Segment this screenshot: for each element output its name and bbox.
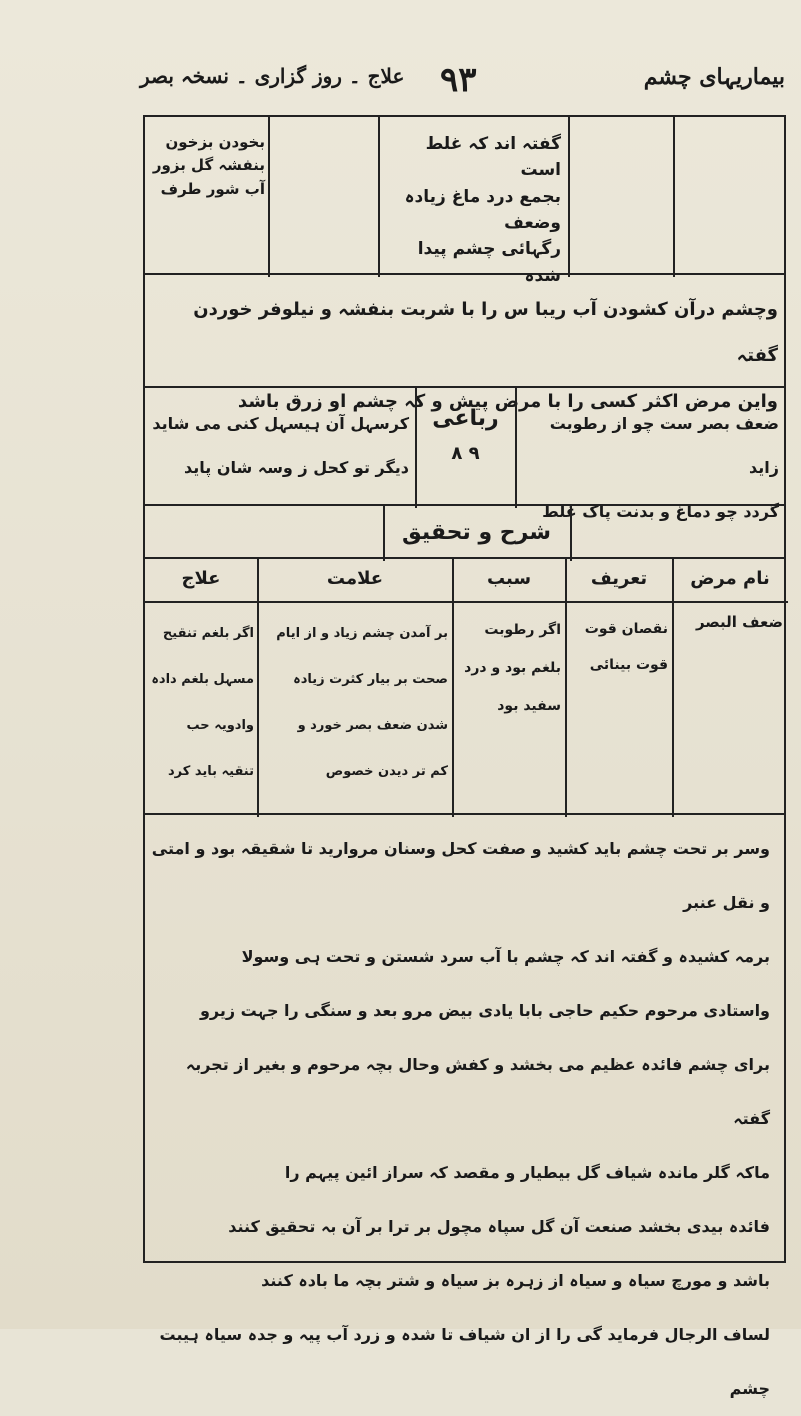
text-line: صحت بر بیار کثرت زیادہ	[293, 672, 448, 687]
prose-line: لساف الرجال فرماید گی را از ان شیاف تا شدہ و زرد آب پیہ و جدہ سیاہ ہیبت چشم	[159, 1325, 770, 1398]
prose-line: وسر بر تحت چشم باید کشید و صفت کحل وسنان مروارید تا شقیقہ بود و امتی و نقل عنبر	[151, 839, 770, 912]
quatrain-left-half	[151, 402, 409, 490]
verse-line: ضعف بصر ست چو از رطوبت زاید	[549, 414, 779, 477]
prose-line: برمہ کشیدہ و گفتہ اند کہ چشم با آب سرد شستن و تحت ہی وسولا	[241, 947, 770, 966]
text-line: بلغم بود و درد	[464, 660, 561, 676]
header-disease-name: نام مرض	[690, 568, 770, 589]
prose-line: واستادی مرحوم حکیم حاجی بابا یادی بیض مرو بعد و سنگی را جہت زیرو	[199, 1001, 770, 1020]
text-line: اگر رطوبت	[484, 622, 561, 638]
header-running-note: علاج ۔ روز گزاری ۔ نسخہ بصر	[140, 64, 405, 88]
quatrain-number: ۸ ۹	[451, 443, 480, 464]
page-number: ۹۳	[440, 60, 477, 100]
text-line: گفتہ اند کہ غلط است	[425, 134, 561, 181]
prose-line: فائدہ بیدی بخشد صنعت آن گل سپاہ مچول بر ترا بر آن بہ تحقیق کنند	[228, 1217, 770, 1236]
header-definition: تعریف	[590, 568, 648, 589]
quatrain-box	[143, 386, 786, 521]
prose-paragraph	[148, 822, 770, 1416]
text-line: بنفشہ گل بزور	[152, 156, 265, 175]
cell-cause	[455, 611, 561, 725]
section-title: شرح و تحقیق	[402, 520, 551, 545]
verse-line: دیگر تو کحل ز وسہ شان پاید	[184, 458, 409, 477]
text-line: کم تر دیدن خصوص	[325, 764, 448, 779]
page-header	[140, 60, 785, 110]
top-table-middle-cell	[381, 131, 561, 289]
text-line: وادویہ حب	[186, 718, 254, 733]
cell-signs	[261, 611, 448, 795]
text-line: آب شور طرف	[160, 179, 265, 198]
text-line: رگہائی چشم پیدا شدہ	[417, 239, 561, 286]
header-signs: علامت	[326, 568, 384, 589]
verse-line: کرسہل آن ہیسہل کنی می شاید	[152, 414, 409, 433]
top-table-left-cell	[149, 131, 265, 201]
header-chapter-title: بیماریہای چشم	[643, 64, 785, 90]
cell-definition	[568, 611, 668, 683]
cell-treatment	[148, 611, 254, 795]
text-line: اگر بلغم تنقیح	[162, 626, 254, 641]
header-treatment: علاج	[181, 568, 221, 589]
band-box	[143, 273, 786, 412]
text-line: وچشم درآن کشودن آب ریبا س را با شربت بنفشہ و نیلوفر خوردن گفتہ	[193, 299, 778, 366]
cell-disease-name: ضعف البصر	[695, 613, 783, 631]
prose-line: ماکہ گلر ماندہ شیاف گل بیطیار و مقصد کہ سراز ائین پیہم را	[284, 1163, 770, 1182]
header-cause: سبب	[486, 568, 532, 589]
text-line: بجمع درد ماغ زیادہ وضعف	[404, 186, 561, 234]
verse-line: گردد چو دماغ و بدنت پاک غلط	[542, 502, 779, 521]
five-column-table	[143, 557, 786, 815]
quatrain-label-cell	[418, 406, 513, 464]
text-line: نقصان قوت	[584, 621, 668, 637]
prose-line: برای چشم فائدہ عظیم می بخشد و کفش وحال بچہ مرحوم و بغیر از تجربہ گفتہ	[185, 1055, 770, 1128]
quatrain-label: رباعی	[432, 406, 499, 431]
text-line: شدن ضعف بصر خورد و	[297, 718, 448, 733]
text-line: بخودن بزخون	[165, 133, 265, 151]
top-table	[143, 115, 786, 286]
prose-line: باشد و مورچ سیاہ و سیاہ از زہرہ بز سیاہ و شتر بچہ ما بادہ کنند	[261, 1271, 770, 1290]
text-line: واین مرض اکثر کسی را با مرض پیش و کہ چشم او زرق باشد	[237, 391, 778, 412]
section-title-box	[143, 504, 786, 559]
text-line: بر آمدن چشم زیاد و از ایام	[276, 626, 448, 641]
text-line: تنقیہ باید کرد	[168, 764, 254, 779]
text-line: قوت بینائی	[589, 657, 668, 673]
text-line: مسہل بلغم دادہ	[151, 672, 254, 687]
text-line: سفید بود	[497, 698, 561, 714]
